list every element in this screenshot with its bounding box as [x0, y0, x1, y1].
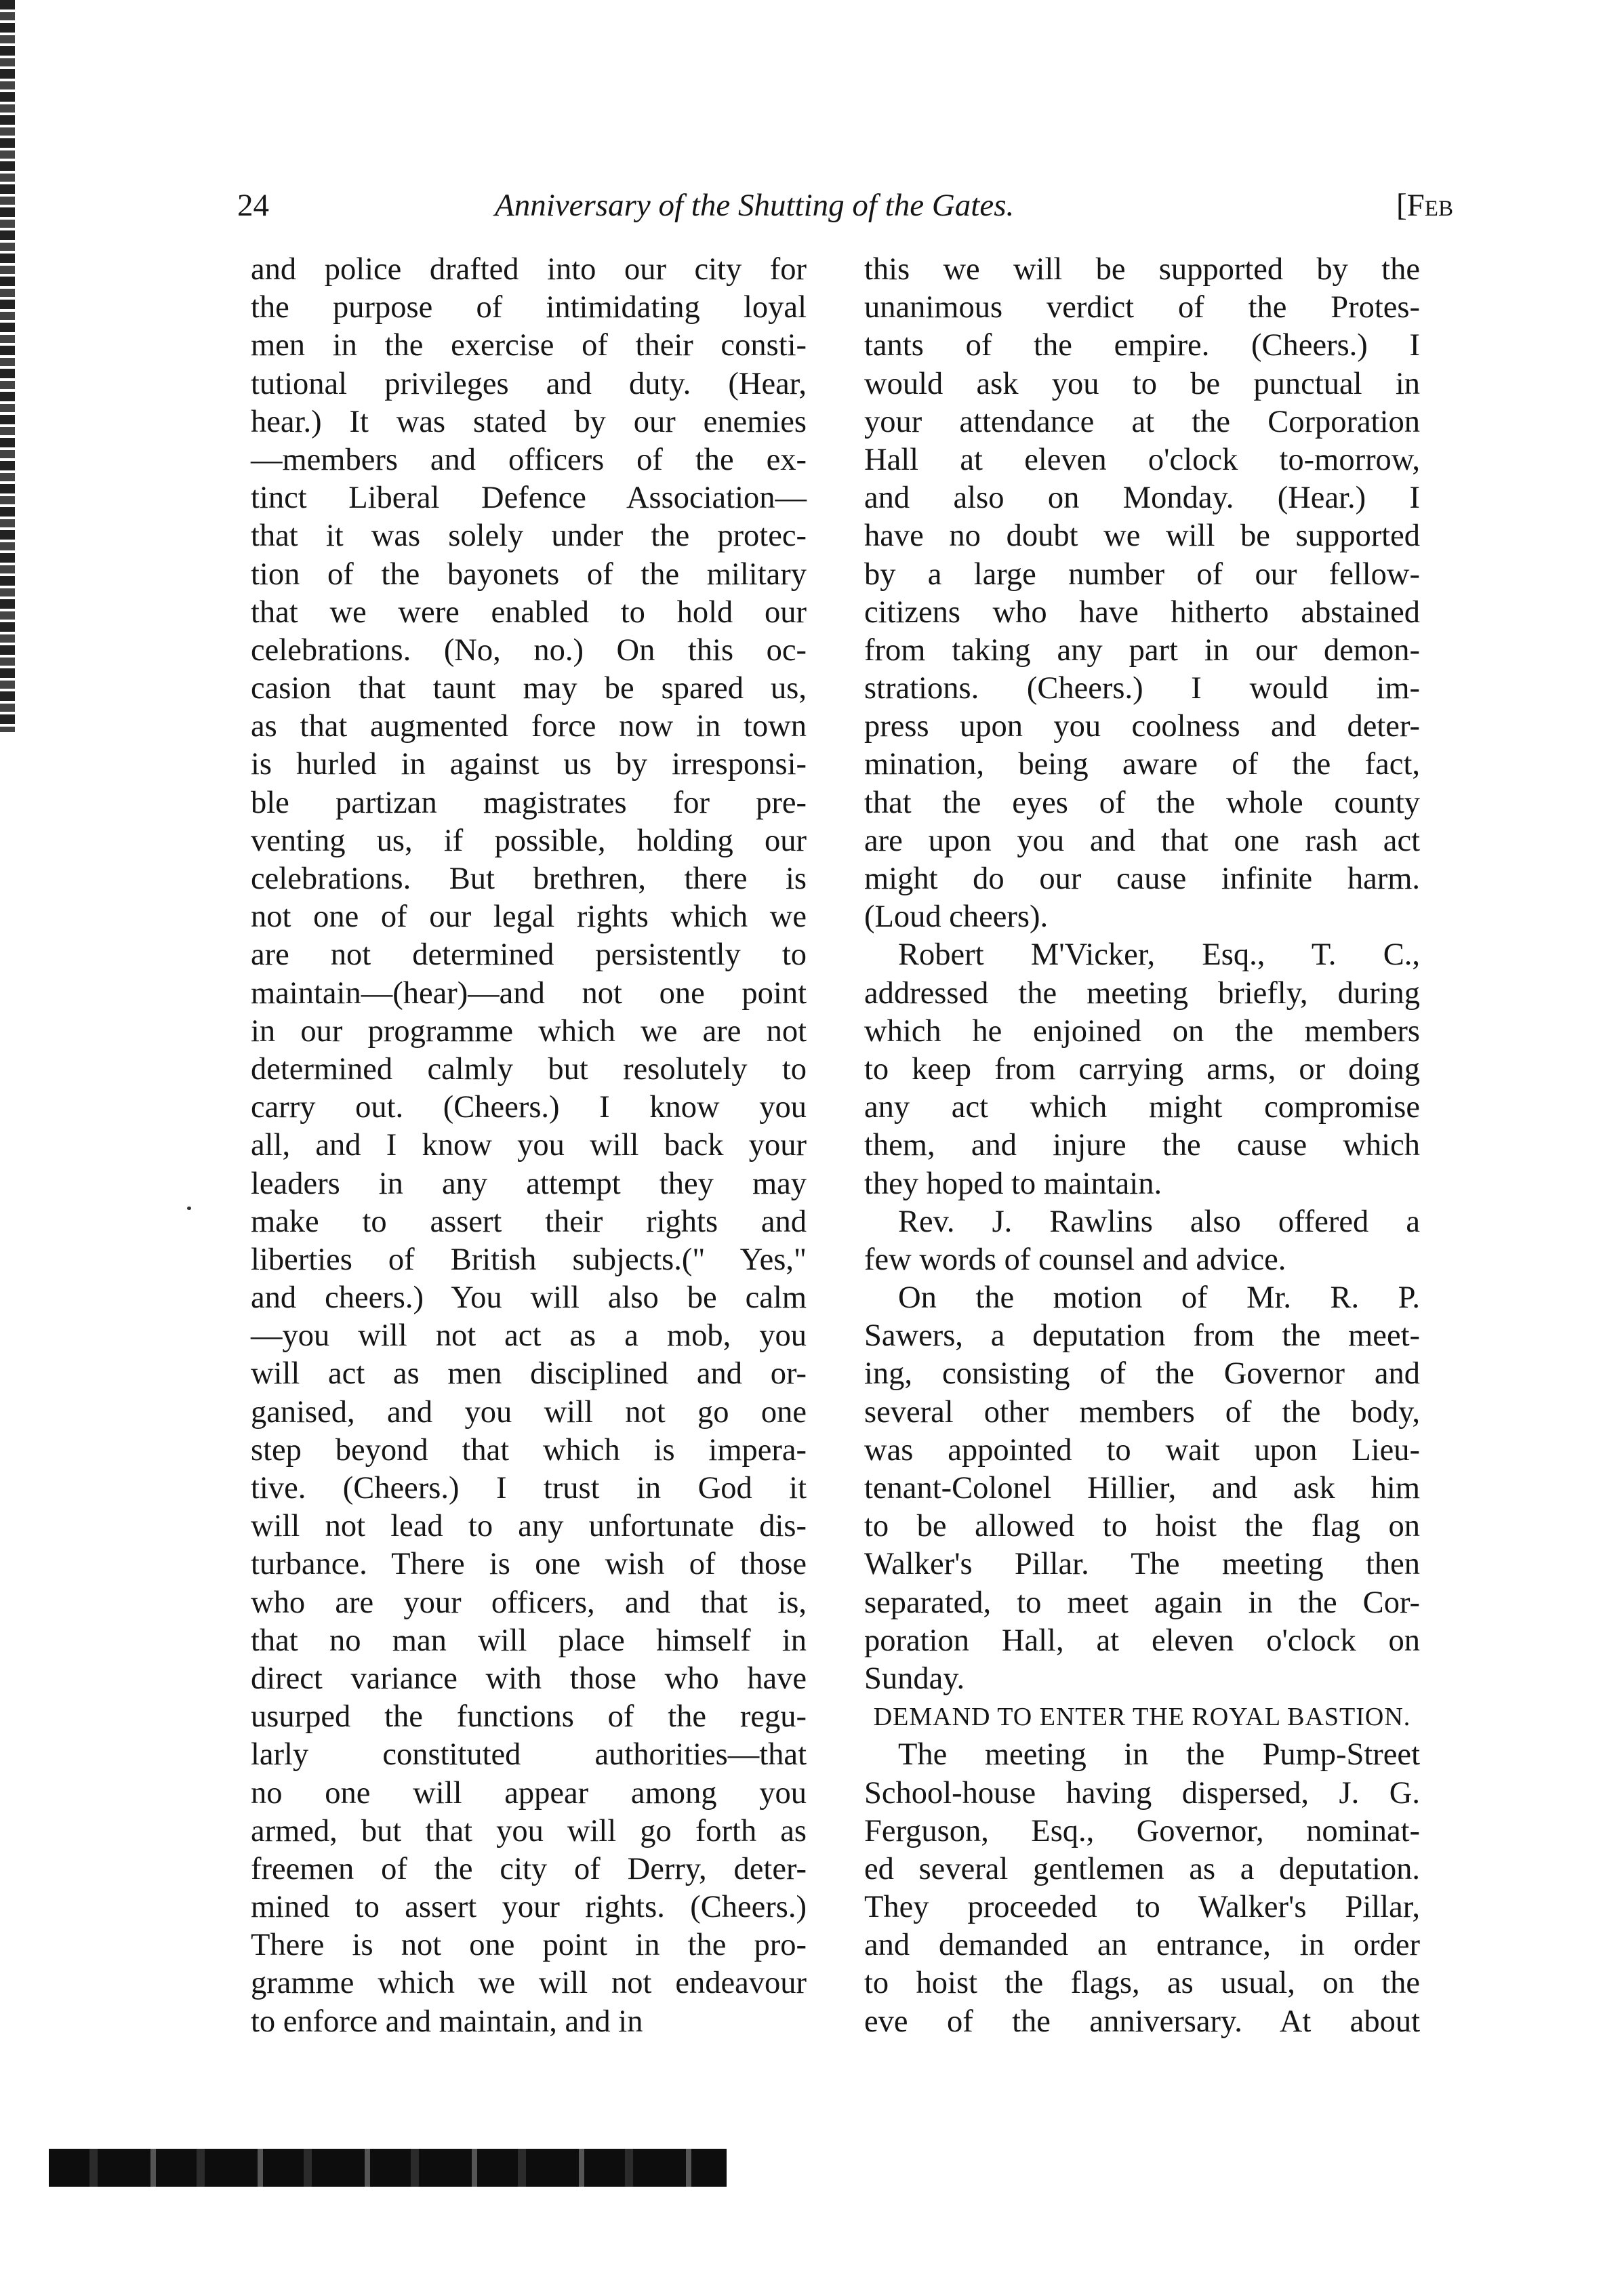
text-line: eve of the anniversary. At about	[864, 2004, 1420, 2039]
text-line: are not determined persistently to	[251, 937, 807, 973]
text-line: might do our cause infinite harm.	[864, 862, 1420, 896]
text-line: the purpose of intimidating loyal	[251, 290, 807, 325]
text-line: tion of the bayonets of the military	[251, 557, 807, 592]
page-header	[237, 182, 1453, 229]
text-line: mined to assert your rights. (Cheers.)	[251, 1890, 807, 1925]
text-line: ed several gentlemen as a deputation.	[864, 1851, 1420, 1886]
text-line: poration Hall, at eleven o'clock on	[864, 1623, 1420, 1658]
text-line: On the motion of Mr. R. P.	[898, 1280, 1420, 1316]
text-line: hear.) It was stated by our enemies	[251, 404, 807, 439]
text-line: from taking any part in our demon-	[864, 632, 1420, 668]
text-line: tutional privileges and duty. (Hear,	[251, 366, 807, 401]
text-line: by a large number of our fellow-	[864, 557, 1420, 592]
running-title: Anniversary of the Shutting of the Gates.	[495, 188, 1015, 223]
text-line: press upon you coolness and deter-	[864, 709, 1420, 744]
scan-bottom-strip	[49, 2149, 727, 2187]
text-line: liberties of British subjects.(" Yes,"	[251, 1242, 807, 1277]
text-line: few words of counsel and advice.	[864, 1242, 1286, 1277]
text-line: ganised, and you will not go one	[251, 1394, 807, 1430]
text-line: freemen of the city of Derry, deter-	[251, 1851, 807, 1886]
text-line: any act which might compromise	[864, 1090, 1420, 1125]
text-line: gramme which we will not endeavour	[251, 1966, 807, 2001]
print-speck	[187, 1207, 191, 1210]
text-line: as that augmented force now in town	[251, 709, 807, 744]
text-line: men in the exercise of their consti-	[251, 328, 807, 363]
text-line: will act as men disciplined and or-	[251, 1356, 807, 1392]
text-line: to be allowed to hoist the flag on	[864, 1509, 1420, 1544]
text-line: is hurled in against us by irresponsi-	[251, 747, 807, 782]
text-line: tive. (Cheers.) I trust in God it	[251, 1471, 807, 1505]
text-line: celebrations. (No, no.) On this oc-	[251, 632, 807, 668]
text-line: Sawers, a deputation from the meet-	[864, 1318, 1420, 1354]
text-line: not one of our legal rights which we	[251, 899, 807, 935]
text-line: was appointed to wait upon Lieu-	[864, 1432, 1420, 1468]
text-line: (Loud cheers).	[864, 899, 1049, 935]
text-line: turbance. There is one wish of those	[251, 1547, 807, 1582]
text-line: and police drafted into our city for	[251, 252, 807, 287]
text-line: larly constituted authorities—that	[251, 1737, 807, 1773]
text-line: who are your officers, and that is,	[251, 1585, 807, 1620]
text-line: in our programme which we are not	[251, 1013, 807, 1049]
text-line: all, and I know you will back your	[251, 1128, 807, 1163]
text-line: Ferguson, Esq., Governor, nominat-	[864, 1813, 1420, 1848]
text-line: celebrations. But brethren, there is	[251, 862, 807, 896]
text-line: carry out. (Cheers.) I know you	[251, 1090, 807, 1125]
running-month: [Feb	[1396, 188, 1453, 223]
text-line: your attendance at the Corporation	[864, 404, 1420, 439]
text-line: DEMAND TO ENTER THE ROYAL BASTION.	[873, 1703, 1411, 1732]
text-line: citizens who have hitherto abstained	[864, 594, 1420, 630]
text-line: make to assert their rights and	[251, 1204, 807, 1239]
page-number: 24	[237, 188, 269, 223]
text-column-left	[251, 251, 807, 2041]
text-line: Sunday.	[864, 1661, 965, 1696]
text-line: several other members of the body,	[864, 1394, 1420, 1430]
text-line: which he enjoined on the members	[864, 1013, 1420, 1049]
text-line: The meeting in the Pump-Street	[898, 1737, 1420, 1773]
text-line: Hall at eleven o'clock to-morrow,	[864, 442, 1420, 477]
text-line: There is not one point in the pro-	[251, 1928, 807, 1963]
text-line: are upon you and that one rash act	[864, 823, 1420, 858]
text-line: that no man will place himself in	[251, 1623, 807, 1658]
text-column-right	[864, 251, 1420, 2041]
text-line: and demanded an entrance, in order	[864, 1928, 1420, 1963]
text-line: to keep from carrying arms, or doing	[864, 1051, 1420, 1087]
text-line: maintain—(hear)—and not one point	[251, 975, 807, 1011]
text-line: tinct Liberal Defence Association—	[251, 481, 807, 516]
text-line: mination, being aware of the fact,	[864, 747, 1420, 782]
text-line: School-house having dispersed, J. G.	[864, 1775, 1420, 1811]
text-line: direct variance with those who have	[251, 1661, 807, 1696]
text-line: ble partizan magistrates for pre-	[251, 785, 807, 820]
text-line: they hoped to maintain.	[864, 1166, 1162, 1201]
text-line: to enforce and maintain, and in	[251, 2004, 643, 2039]
text-line: Rev. J. Rawlins also offered a	[898, 1204, 1420, 1239]
text-line: strations. (Cheers.) I would im-	[864, 671, 1420, 706]
text-line: —members and officers of the ex-	[251, 442, 807, 477]
text-line: will not lead to any unfortunate dis-	[251, 1509, 807, 1544]
text-line: ing, consisting of the Governor and	[864, 1356, 1420, 1392]
text-line: armed, but that you will go forth as	[251, 1813, 807, 1848]
text-line: casion that taunt may be spared us,	[251, 671, 807, 706]
text-line: them, and injure the cause which	[864, 1128, 1420, 1163]
text-line: tants of the empire. (Cheers.) I	[864, 328, 1420, 363]
text-line: determined calmly but resolutely to	[251, 1051, 807, 1087]
text-line: Walker's Pillar. The meeting then	[864, 1547, 1420, 1582]
text-line: no one will appear among you	[251, 1775, 807, 1811]
text-line: would ask you to be punctual in	[864, 366, 1420, 401]
text-line: that we were enabled to hold our	[251, 594, 807, 630]
text-line: addressed the meeting briefly, during	[864, 975, 1420, 1011]
text-line: Robert M'Vicker, Esq., T. C.,	[898, 937, 1420, 973]
text-line: —you will not act as a mob, you	[251, 1318, 807, 1354]
text-line: unanimous verdict of the Protes-	[864, 290, 1420, 325]
text-line: leaders in any attempt they may	[251, 1166, 807, 1201]
text-line: step beyond that which is impera-	[251, 1432, 807, 1468]
text-line: that the eyes of the whole county	[864, 785, 1420, 820]
text-line: that it was solely under the protec-	[251, 519, 807, 554]
text-line: and also on Monday. (Hear.) I	[864, 481, 1420, 516]
text-line: to hoist the flags, as usual, on the	[864, 1966, 1420, 2001]
text-line: tenant-Colonel Hillier, and ask him	[864, 1471, 1420, 1505]
text-line: They proceeded to Walker's Pillar,	[864, 1890, 1420, 1925]
text-line: this we will be supported by the	[864, 252, 1420, 287]
text-line: have no doubt we will be supported	[864, 519, 1420, 554]
text-line: usurped the functions of the regu-	[251, 1699, 807, 1735]
page-binding-edge	[0, 0, 15, 732]
text-line: and cheers.) You will also be calm	[251, 1280, 807, 1316]
text-line: venting us, if possible, holding our	[251, 823, 807, 858]
text-line: separated, to meet again in the Cor-	[864, 1585, 1420, 1620]
